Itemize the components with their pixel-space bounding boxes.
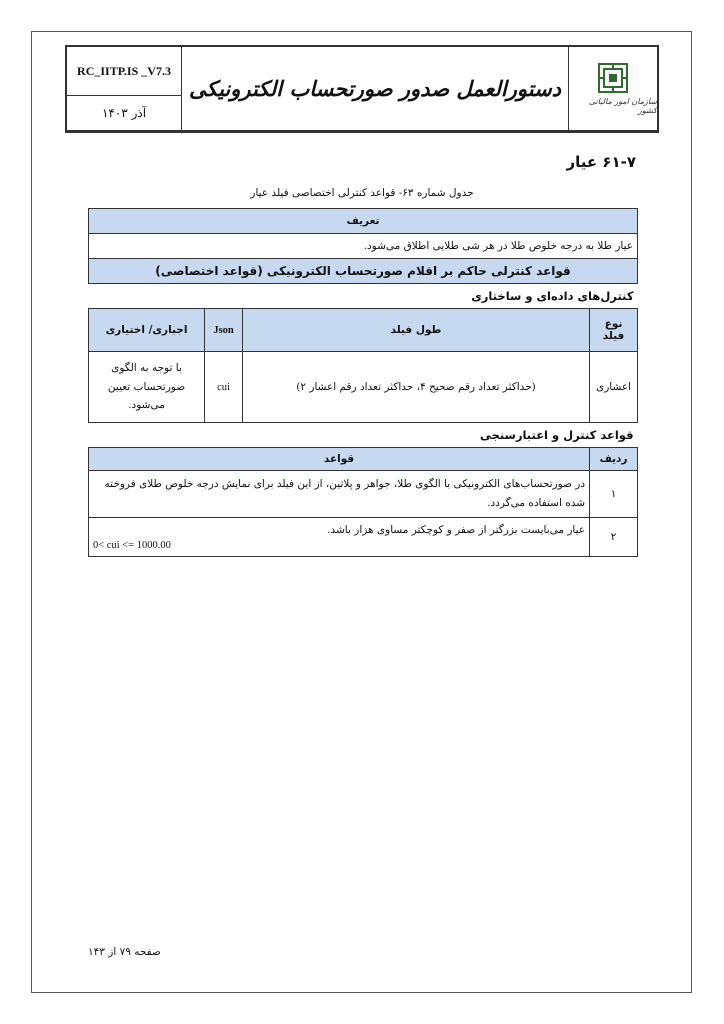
document-title: دستورالعمل صدور صورتحساب الکترونیکی	[188, 76, 562, 101]
json-key-value: cui	[205, 352, 243, 423]
header-meta	[67, 47, 182, 130]
document-date: آذر ۱۴۰۳	[101, 106, 147, 120]
rule-row	[89, 471, 638, 518]
rule-number: ۱	[590, 471, 638, 518]
field-length-value: (حداکثر تعداد رقم صحیح ۴، حداکثر تعداد رقم اعشار ۲)	[243, 352, 590, 423]
validation-title: قواعد کنترل و اعتبارسنجی	[89, 423, 638, 448]
rule-text: عیار می‌بایست بزرگتر از صفر و کوچکتر مساوی هزار باشد.	[327, 523, 586, 536]
required-value: با توجه به الگوی صورتحساب تعیین می‌شود.	[89, 352, 205, 423]
organization-logo	[568, 47, 657, 130]
rule-formula: 0< cui <= 1000.00	[93, 539, 171, 551]
col-rules: قواعد	[89, 448, 590, 471]
col-field-type: نوع فیلد	[590, 309, 638, 352]
definition-text: عیار طلا به درجه خلوص طلا در هر شی طلایی اطلاق می‌شود.	[89, 234, 638, 259]
rule-number: ۲	[590, 518, 638, 557]
document-header	[65, 45, 659, 133]
rule-text: در صورتحساب‌های الکترونیکی با الگوی طلا، جواهر و پلاتین، از این فیلد برای نمایش درجه خلوص طلای فروخته شده استفاده می‌گردد.	[89, 471, 590, 518]
document-code: RC_IITP.IS _V7.3	[67, 47, 181, 96]
col-required: اجباری/ اختیاری	[89, 309, 205, 352]
col-row-number: ردیف	[590, 448, 638, 471]
field-rules-table	[88, 208, 638, 557]
col-field-length: طول فیلد	[243, 309, 590, 352]
section-heading: ۶۱-۷ عیار	[566, 153, 636, 171]
table-caption: جدول شماره ۶۳- قواعد کنترلی اختصاصی فیلد عیار	[250, 187, 474, 199]
col-json: Json	[205, 309, 243, 352]
emblem-icon	[598, 63, 628, 93]
logo-caption: سازمان امور مالیاتی کشور	[588, 96, 657, 115]
structure-title: کنترل‌های داده‌ای و ساختاری	[89, 284, 638, 309]
field-type-value: اعشاری	[590, 352, 638, 423]
page-number: صفحه ۷۹ از ۱۴۳	[88, 946, 161, 958]
definition-header: تعریف	[89, 209, 638, 234]
rule-row	[89, 518, 638, 557]
rules-band: قواعد کنترلی حاکم بر اقلام صورتحساب الکترونیکی (قواعد اختصاصی)	[89, 259, 638, 284]
